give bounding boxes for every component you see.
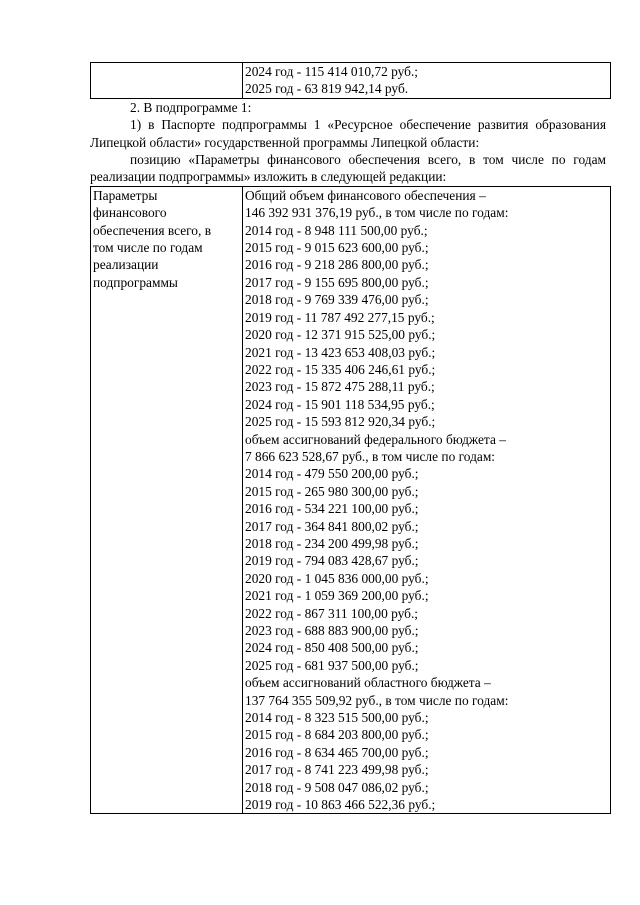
table-line: 2019 год - 11 787 492 277,15 руб.; (245, 309, 435, 325)
table-line: 2025 год - 15 593 812 920,34 руб.; (245, 414, 436, 430)
table-line: 2017 год - 9 155 695 800,00 руб.; (245, 274, 429, 290)
table-line: 2021 год - 1 059 369 200,00 руб.; (245, 588, 429, 604)
table-line: объем ассигнований федерального бюджета – (245, 431, 506, 447)
table-line: 2015 год - 9 015 623 600,00 руб.; (245, 240, 429, 256)
table-row (91, 63, 611, 99)
table-line: подпрограммы (93, 274, 178, 290)
table-line: 2018 год - 9 769 339 476,00 руб.; (245, 292, 429, 308)
table-line: объем ассигнований областного бюджета – (245, 675, 491, 691)
table-line: 2014 год - 8 323 515 500,00 руб.; (245, 710, 429, 726)
table-line: 2015 год - 265 980 300,00 руб.; (245, 483, 419, 499)
top-table-left-cell (91, 63, 243, 99)
table-line: 2023 год - 688 883 900,00 руб.; (245, 623, 419, 638)
table-line: 2024 год - 850 408 500,00 руб.; (245, 640, 419, 656)
table-line: Общий объем финансового обеспечения – (245, 187, 486, 203)
table-line: 2016 год - 534 221 100,00 руб.; (245, 501, 419, 517)
table-line: 2024 год - 15 901 118 534,95 руб.; (245, 396, 435, 412)
section-heading: 2. В подпрограмме 1: (130, 99, 252, 115)
paragraph-passport: 1) в Паспорте подпрограммы 1 «Ресурсное обеспечение развития образования Липецкой области» государственной программы Липецкой области: (90, 117, 606, 150)
table-line: финансового (93, 205, 167, 221)
table-line: 2014 год - 479 550 200,00 руб.; (245, 466, 419, 482)
table-line: 146 392 931 376,19 руб., в том числе по годам: (245, 205, 509, 221)
table-line: 2024 год - 115 414 010,72 руб.; (245, 64, 419, 79)
table-line: 2025 год - 681 937 500,00 руб.; (245, 657, 419, 673)
table-line: 2022 год - 867 311 100,00 руб.; (245, 605, 419, 621)
main-table (90, 186, 611, 815)
table-line: 2025 год - 63 819 942,14 руб. (245, 81, 409, 97)
table-line: обеспечения всего, в (93, 222, 212, 238)
table-line: 137 764 355 509,92 руб., в том числе по годам: (245, 692, 509, 708)
top-table-right-cell (243, 63, 611, 99)
table-line: реализации (93, 257, 159, 273)
table-line: 7 866 623 528,67 руб., в том числе по годам: (245, 448, 496, 464)
table-line: 2020 год - 12 371 915 525,00 руб.; (245, 327, 436, 343)
table-row (91, 186, 611, 814)
parameter-name-cell (91, 186, 243, 814)
parameter-value-cell (243, 186, 611, 814)
document-page (90, 62, 606, 814)
paragraph-position: позицию «Параметры финансового обеспечения всего, в том числе по годам реализации подпрограммы» изложить в следующей редакции: (90, 152, 606, 185)
table-line: 2021 год - 13 423 653 408,03 руб.; (245, 344, 436, 360)
table-line: том числе по годам (93, 240, 203, 256)
table-line: 2016 год - 9 218 286 800,00 руб.; (245, 257, 429, 273)
table-line: Параметры (93, 187, 158, 203)
table-line: 2023 год - 15 872 475 288,11 руб.; (245, 379, 435, 395)
table-line: 2014 год - 8 948 111 500,00 руб.; (245, 222, 428, 238)
table-line: 2017 год - 364 841 800,02 руб.; (245, 518, 419, 534)
table-line: 2018 год - 234 200 499,98 руб.; (245, 535, 419, 551)
table-line: 2020 год - 1 045 836 000,00 руб.; (245, 570, 429, 586)
table-line: 2019 год - 10 863 466 522,36 руб.; (245, 797, 436, 813)
table-line: 2022 год - 15 335 406 246,61 руб.; (245, 361, 436, 377)
table-line: 2019 год - 794 083 428,67 руб.; (245, 553, 419, 569)
table-line: 2015 год - 8 684 203 800,00 руб.; (245, 727, 429, 743)
table-line: 2017 год - 8 741 223 499,98 руб.; (245, 762, 429, 778)
table-line: 2016 год - 8 634 465 700,00 руб.; (245, 744, 429, 760)
top-table (90, 62, 611, 99)
table-line: 2018 год - 9 508 047 086,02 руб.; (245, 779, 429, 795)
